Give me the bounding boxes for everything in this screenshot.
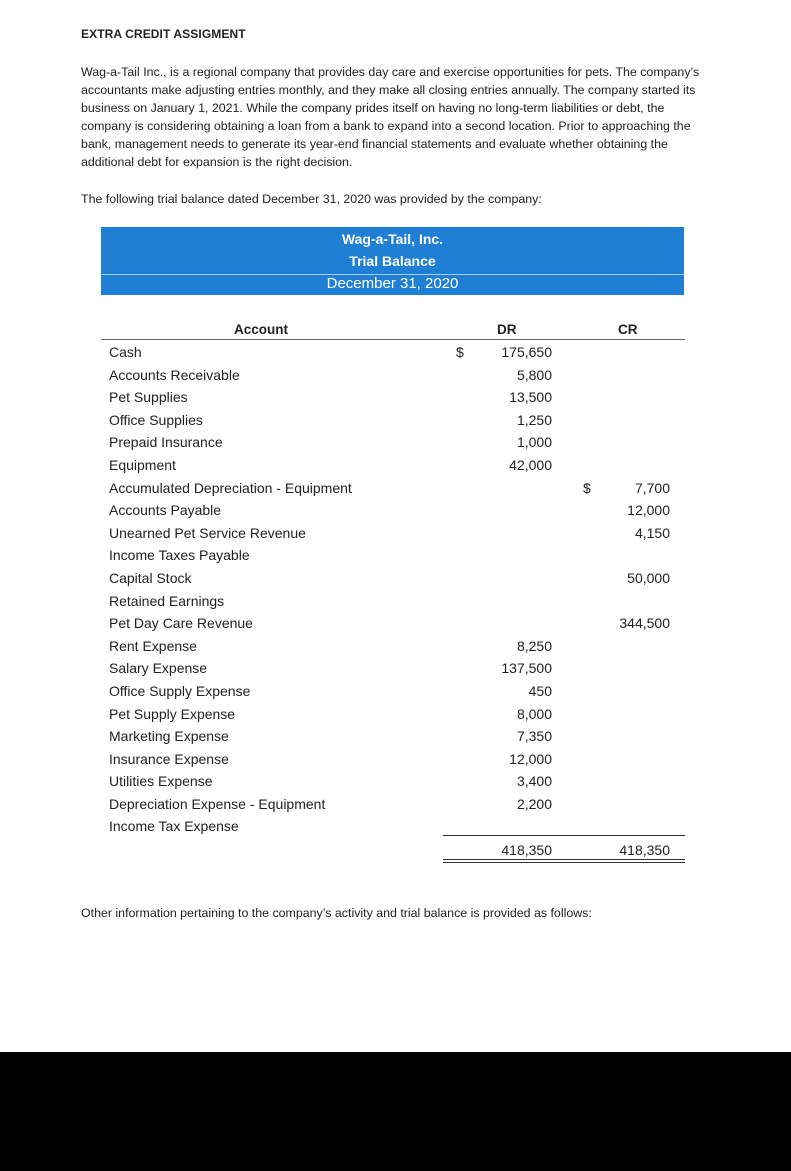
table-row [0,500,791,523]
account-name: Office Supplies [109,411,203,428]
dr-amount: 3,400 [516,773,552,790]
account-name: Pet Day Care Revenue [109,615,253,632]
account-name: Capital Stock [109,569,192,586]
trial-balance-banner [101,227,684,295]
cr-amount: 4,150 [634,524,670,541]
account-column-header: Account [234,322,288,337]
table-row [0,749,791,772]
intro-paragraph [81,63,771,172]
dr-amount: 2,200 [516,795,552,812]
dr-amount: 42,000 [509,456,552,473]
table-row [0,342,791,365]
cr-column-header: CR [618,322,638,337]
cr-amount: 7,700 [634,479,670,496]
account-name: Cash [109,344,142,360]
report-title: Trial Balance [349,253,436,269]
dr-amount: 1,250 [516,411,552,428]
dr-amount: 175,650 [501,344,552,360]
dr-amount: 13,500 [509,389,552,406]
table-row [0,771,791,794]
table-row [0,478,791,501]
totals-double-rule-upper [443,859,685,860]
intro-line: bank, management needs to generate its year-end financial statements and evaluate whether obtaining the [81,137,668,152]
table-row [0,545,791,568]
table-row [0,432,791,455]
black-bottom-bar [0,1052,791,1171]
dr-amount: 450 [528,682,552,699]
intro-line: Wag-a-Tail Inc., is a regional company that provides day care and exercise opportunities for pets. The company’s [81,65,700,79]
trial-balance-note: The following trial balance dated December 31, 2020 was provided by the company: [81,192,542,206]
account-name: Prepaid Insurance [109,434,223,451]
account-name: Rent Expense [109,637,197,654]
table-row [0,410,791,433]
account-name: Pet Supply Expense [109,705,236,722]
dr-dollar-sign: $ [456,344,464,360]
report-date: December 31, 2020 [326,275,459,292]
dr-amount: 137,500 [501,660,552,677]
dr-amount: 7,350 [516,728,552,745]
intro-line: accountants make adjusting entries monthly, and they make all closing entries annually. The company started its [81,83,696,98]
account-name: Accounts Receivable [109,366,240,383]
intro-line: company is considering obtaining a loan from a bank to expand into a second location. Prior to approaching the [81,119,691,134]
cr-dollar-sign: $ [583,479,591,496]
table-row [0,726,791,749]
account-name: Income Tax Expense [109,818,239,835]
table-row [0,455,791,478]
dr-total: 418,350 [501,842,552,858]
account-name: Accounts Payable [109,502,222,519]
account-name: Retained Earnings [109,592,225,609]
company-name: Wag-a-Tail, Inc. [341,231,444,247]
account-name: Utilities Expense [109,773,213,790]
account-name: Insurance Expense [109,750,229,767]
account-name: Salary Expense [109,660,208,677]
cr-amount: 50,000 [627,569,670,586]
totals-top-rule [443,835,685,836]
table-row [0,794,791,817]
table-row [0,681,791,704]
account-name: Office Supply Expense [109,682,251,699]
trial-balance-rows [0,342,791,839]
dr-amount: 12,000 [509,750,552,767]
table-row [0,704,791,727]
other-information-note: Other information pertaining to the company’s activity and trial balance is provided as follows: [81,906,592,920]
table-row [0,523,791,546]
dr-amount: 8,000 [516,705,552,722]
account-name: Unearned Pet Service Revenue [109,524,306,541]
cr-amount: 344,500 [619,615,670,632]
header-rule [101,339,685,340]
account-name: Equipment [109,456,176,473]
account-name: Income Taxes Payable [109,547,250,564]
assignment-heading: EXTRA CREDIT ASSIGMENT [81,27,246,41]
table-row [0,591,791,614]
intro-line: business on January 1, 2021. While the company prides itself on having no long-term liabilities or debt, the [81,101,665,116]
table-row [0,636,791,659]
totals-double-rule-lower [443,862,685,863]
dr-amount: 1,000 [516,434,552,451]
dr-amount: 5,800 [516,366,552,383]
table-row [0,613,791,636]
account-name: Marketing Expense [109,728,229,745]
table-row [0,387,791,410]
intro-line: additional debt for expansion is the right decision. [81,155,353,170]
cr-amount: 12,000 [627,502,670,519]
account-name: Pet Supplies [109,389,188,406]
table-row [0,658,791,681]
dr-column-header: DR [497,322,517,337]
table-row [0,365,791,388]
cr-total: 418,350 [619,842,670,858]
dr-amount: 8,250 [516,637,552,654]
table-row [0,568,791,591]
account-name: Accumulated Depreciation - Equipment [109,479,352,496]
account-name: Depreciation Expense - Equipment [109,795,326,812]
